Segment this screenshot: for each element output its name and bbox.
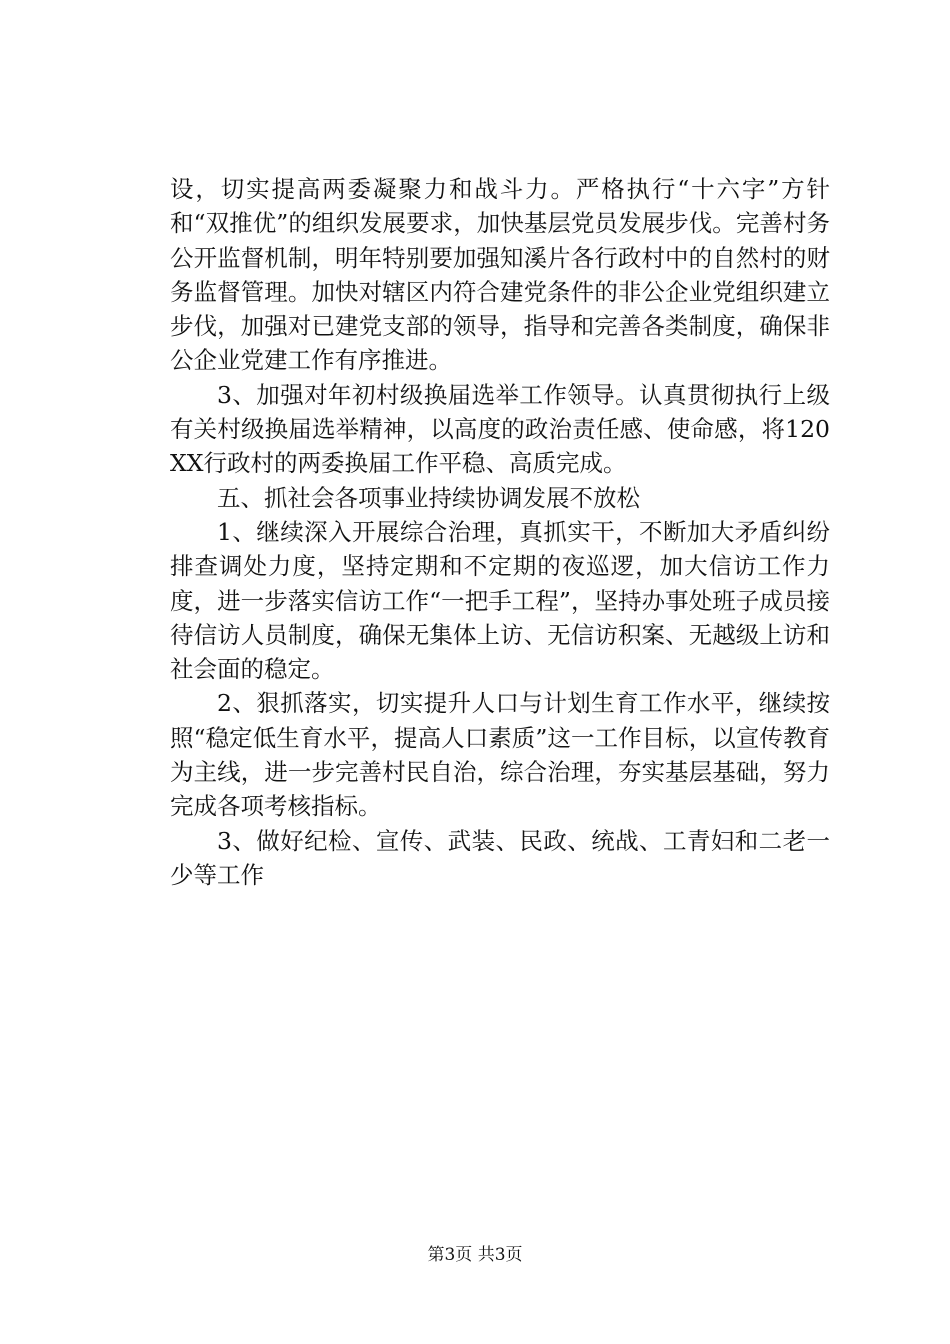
paragraph-family-planning: 2、狠抓落实，切实提升人口与计划生育工作水平，继续按照“稳定低生育水平，提高人口素质”这一工作目标，以宣传教育为主线，进一步完善村民自治，综合治理，夯实基层基础，努力完成各项考核指标。 [170,689,830,821]
paragraph-party-building: 设，切实提高两委凝聚力和战斗力。严格执行“十六字”方针和“双推优”的组织发展要求，加快基层党员发展步伐。完善村务公开监督机制，明年特别要加强知溪片各行政村中的自然村的财务监督管理。加快对辖区内符合建党条件的非公企业党组织建立步伐，加强对已建党支部的领导，指导和完善各类制度，确保非公企业党建工作有序推进。 [170,175,830,375]
paragraph-other-work: 3、做好纪检、宣传、武装、民政、统战、工青妇和二老一少等工作 [170,826,830,889]
section-heading-social-affairs: 五、抓社会各项事业持续协调发展不放松 [217,483,640,512]
paragraph-comprehensive-governance: 1、继续深入开展综合治理，真抓实干，不断加大矛盾纠纷排查调处力度，坚持定期和不定期的夜巡逻，加大信访工作力度，进一步落实信访工作“一把手工程”，坚持办事处班子成员接待信访人员制度，确保无集体上访、无信访积案、无越级上访和社会面的稳定。 [170,517,830,684]
page-footer: 第3页 共3页 [427,1245,523,1265]
document-body [170,172,830,892]
paragraph-election: 3、加强对年初村级换届选举工作领导。认真贯彻执行上级有关村级换届选举精神，以高度的政治责任感、使命感，将120XX行政村的两委换届工作平稳、高质完成。 [170,380,830,478]
